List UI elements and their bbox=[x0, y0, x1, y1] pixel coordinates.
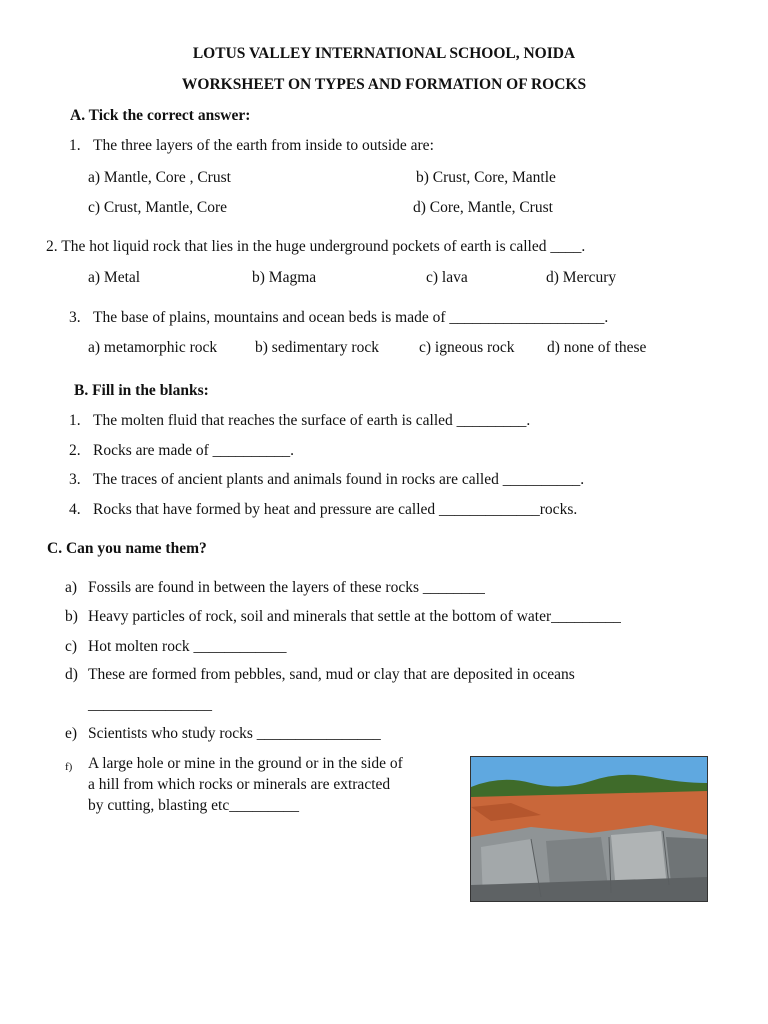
q2-option-a: a) Metal bbox=[88, 269, 141, 286]
q2-option-d: d) Mercury bbox=[546, 269, 617, 286]
q2-option-c: c) lava bbox=[426, 269, 468, 286]
q3-option-d: d) none of these bbox=[547, 339, 647, 356]
b1-text: The molten fluid that reaches the surface of earth is called _________. bbox=[93, 412, 531, 429]
c-c-text: Hot molten rock ____________ bbox=[88, 638, 287, 655]
c-f-line-2: a hill from which rocks or minerals are extracted bbox=[88, 776, 391, 793]
b2-number: 2. bbox=[69, 442, 81, 459]
quarry-illustration bbox=[471, 757, 707, 901]
q3-option-b: b) sedimentary rock bbox=[255, 339, 379, 356]
b3-text: The traces of ancient plants and animals found in rocks are called __________. bbox=[93, 471, 585, 488]
b4-number: 4. bbox=[69, 501, 81, 518]
c-b-text: Heavy particles of rock, soil and minerals that settle at the bottom of water_________ bbox=[88, 608, 621, 625]
quarry-photo bbox=[470, 756, 708, 902]
b4-text: Rocks that have formed by heat and pressure are called _____________rocks. bbox=[93, 501, 578, 518]
section-c-heading: C. Can you name them? bbox=[47, 540, 207, 557]
b1-number: 1. bbox=[69, 412, 81, 429]
q3-option-a: a) metamorphic rock bbox=[88, 339, 218, 356]
c-f-line-3: by cutting, blasting etc_________ bbox=[88, 797, 299, 814]
c-a-label: a) bbox=[65, 579, 78, 596]
section-a-heading: A. Tick the correct answer: bbox=[70, 107, 251, 124]
q3-number: 3. bbox=[69, 309, 81, 326]
c-d-blank: ________________ bbox=[88, 696, 212, 713]
c-e-text: Scientists who study rocks ________________ bbox=[88, 725, 381, 742]
c-e-label: e) bbox=[65, 725, 78, 742]
q1-option-b: b) Crust, Core, Mantle bbox=[416, 169, 556, 186]
q2-option-b: b) Magma bbox=[252, 269, 317, 286]
q1-option-c: c) Crust, Mantle, Core bbox=[88, 199, 228, 216]
q2-text: 2. The hot liquid rock that lies in the huge underground pockets of earth is called ____. bbox=[46, 238, 586, 255]
c-f-line-1: A large hole or mine in the ground or in the side of bbox=[88, 755, 403, 772]
school-name: LOTUS VALLEY INTERNATIONAL SCHOOL, NOIDA bbox=[192, 45, 576, 62]
c-c-label: c) bbox=[65, 638, 78, 655]
q1-number: 1. bbox=[69, 137, 81, 154]
section-b-heading: B. Fill in the blanks: bbox=[74, 382, 209, 399]
c-b-label: b) bbox=[65, 608, 78, 625]
worksheet-title: WORKSHEET ON TYPES AND FORMATION OF ROCKS bbox=[181, 76, 587, 93]
q3-option-c: c) igneous rock bbox=[419, 339, 515, 356]
q1-text: The three layers of the earth from inside to outside are: bbox=[93, 137, 434, 154]
c-f-label: f) bbox=[65, 761, 73, 773]
b2-text: Rocks are made of __________. bbox=[93, 442, 295, 459]
q1-option-d: d) Core, Mantle, Crust bbox=[413, 199, 553, 216]
q1-option-a: a) Mantle, Core , Crust bbox=[88, 169, 231, 186]
c-a-text: Fossils are found in between the layers of these rocks ________ bbox=[88, 579, 485, 596]
b3-number: 3. bbox=[69, 471, 81, 488]
q3-text: The base of plains, mountains and ocean beds is made of ____________________. bbox=[93, 309, 609, 326]
c-d-text: These are formed from pebbles, sand, mud or clay that are deposited in oceans bbox=[88, 666, 575, 683]
c-d-label: d) bbox=[65, 666, 78, 683]
